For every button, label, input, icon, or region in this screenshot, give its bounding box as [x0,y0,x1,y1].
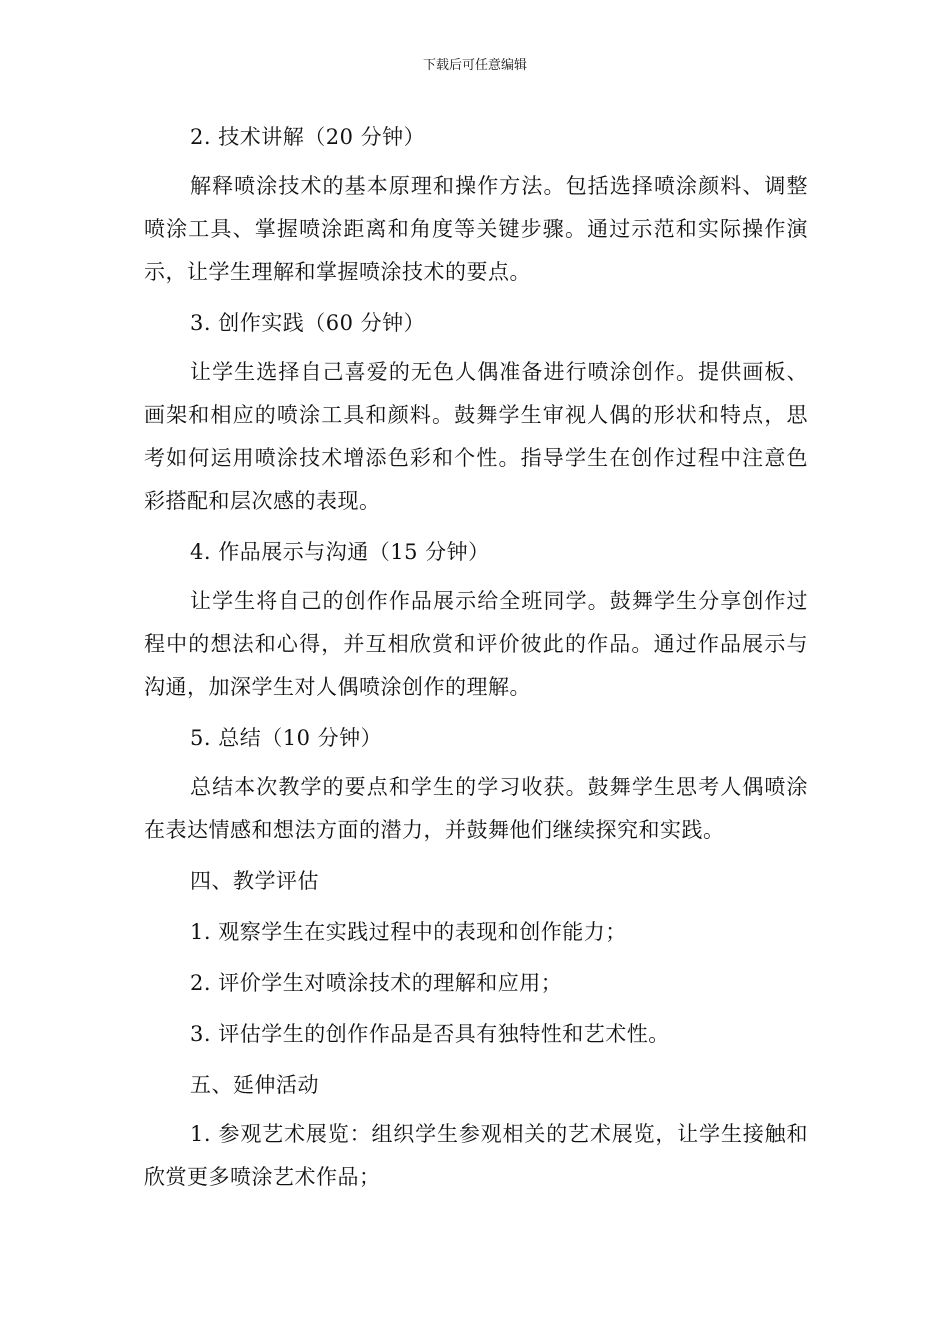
list-item-evaluation-3: 3. 评估学生的创作作品是否具有独特性和艺术性。 [190,1022,670,1046]
section-heading-technique: 2. 技术讲解（20 分钟） [190,125,426,149]
section-heading-evaluation: 四、教学评估 [190,869,319,893]
list-item-extension-1: 1. 参观艺术展览：组织学生参观相关的艺术展览，让学生接触和欣赏更多喷涂艺术作品； [144,1122,808,1189]
section-heading-extension: 五、延伸活动 [190,1073,319,1097]
page-header-note: 下载后可任意编辑 [422,58,527,73]
section-heading-summary: 5. 总结（10 分钟） [190,726,383,750]
list-item-evaluation-1: 1. 观察学生在实践过程中的表现和创作能力； [190,920,627,944]
paragraph-showcase: 让学生将自己的创作作品展示给全班同学。鼓舞学生分享创作过程中的想法和心得，并互相欣赏和评价彼此的作品。通过作品展示与沟通，加深学生对人偶喷涂创作的理解。 [144,589,808,699]
section-heading-practice: 3. 创作实践（60 分钟） [190,311,426,335]
section-heading-showcase: 4. 作品展示与沟通（15 分钟） [190,540,490,564]
paragraph-technique: 解释喷涂技术的基本原理和操作方法。包括选择喷涂颜料、调整喷涂工具、掌握喷涂距离和角度等关键步骤。通过示范和实际操作演示，让学生理解和掌握喷涂技术的要点。 [144,174,808,284]
list-item-evaluation-2: 2. 评价学生对喷涂技术的理解和应用； [190,971,563,995]
paragraph-summary: 总结本次教学的要点和学生的学习收获。鼓舞学生思考人偶喷涂在表达情感和想法方面的潜力，并鼓舞他们继续探究和实践。 [144,775,808,842]
paragraph-practice: 让学生选择自己喜爱的无色人偶准备进行喷涂创作。提供画板、画架和相应的喷涂工具和颜料。鼓舞学生审视人偶的形状和特点，思考如何运用喷涂技术增添色彩和个性。指导学生在创作过程中注意色彩搭配和层次感的表现。 [144,360,808,513]
document-body [144,108,808,1199]
